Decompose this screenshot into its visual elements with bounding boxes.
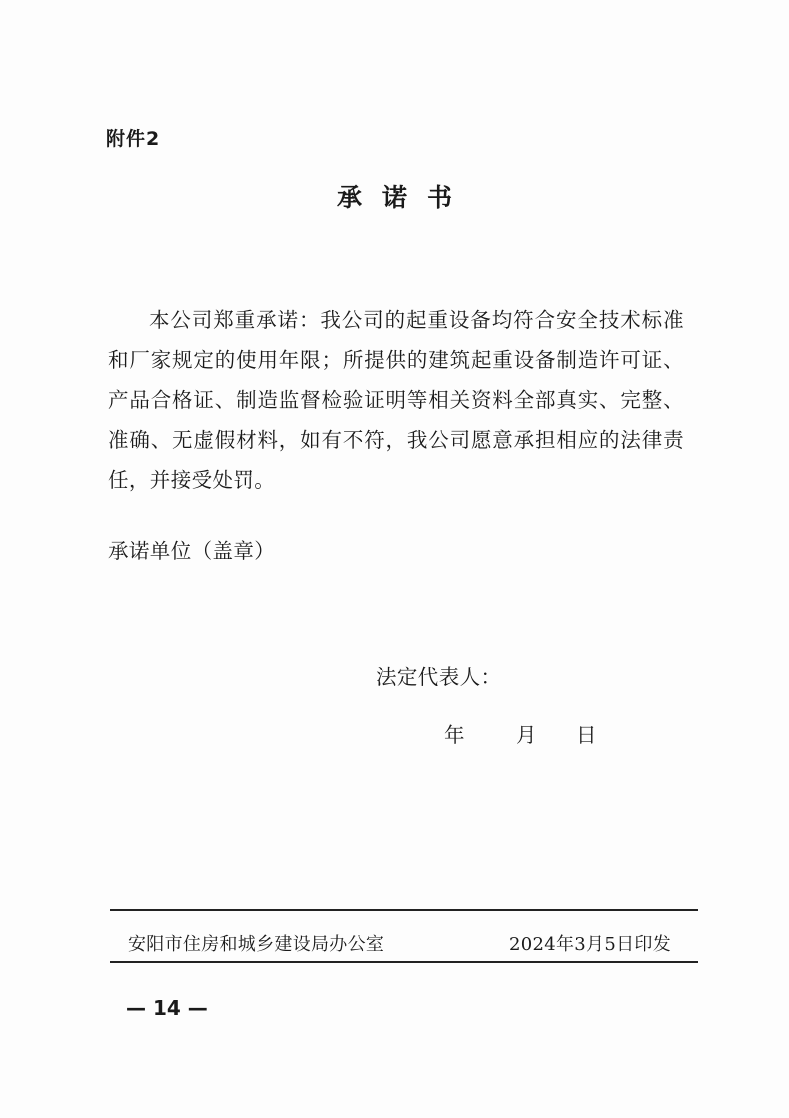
issuing-office: 安阳市住房和城乡建设局办公室 xyxy=(128,934,385,955)
date-day-label: 日 xyxy=(576,723,597,747)
footer-top-rule xyxy=(110,909,698,911)
signature-date xyxy=(444,718,597,748)
commitment-paragraph: 本公司郑重承诺：我公司的起重设备均符合安全技术标准和厂家规定的使用年限；所提供的建筑起重设备制造许可证、产品合格证、制造监督检验证明等相关资料全部真实、完整、准确、无虚假材料，如有不符，我公司愿意承担相应的法律责任，并接受处罚。 xyxy=(108,308,684,492)
legal-representative-label: 法定代表人： xyxy=(376,665,502,689)
document-title: 承诺书 xyxy=(336,183,472,212)
attachment-label: 附件2 xyxy=(106,128,161,150)
page-number: — 14 — xyxy=(126,996,208,1020)
date-year-label: 年 xyxy=(444,723,465,747)
date-month-label: 月 xyxy=(516,723,537,747)
issue-date: 2024年3月5日印发 xyxy=(508,934,671,955)
seal-label: 承诺单位（盖章） xyxy=(108,539,276,563)
footer-bottom-rule xyxy=(110,961,698,963)
